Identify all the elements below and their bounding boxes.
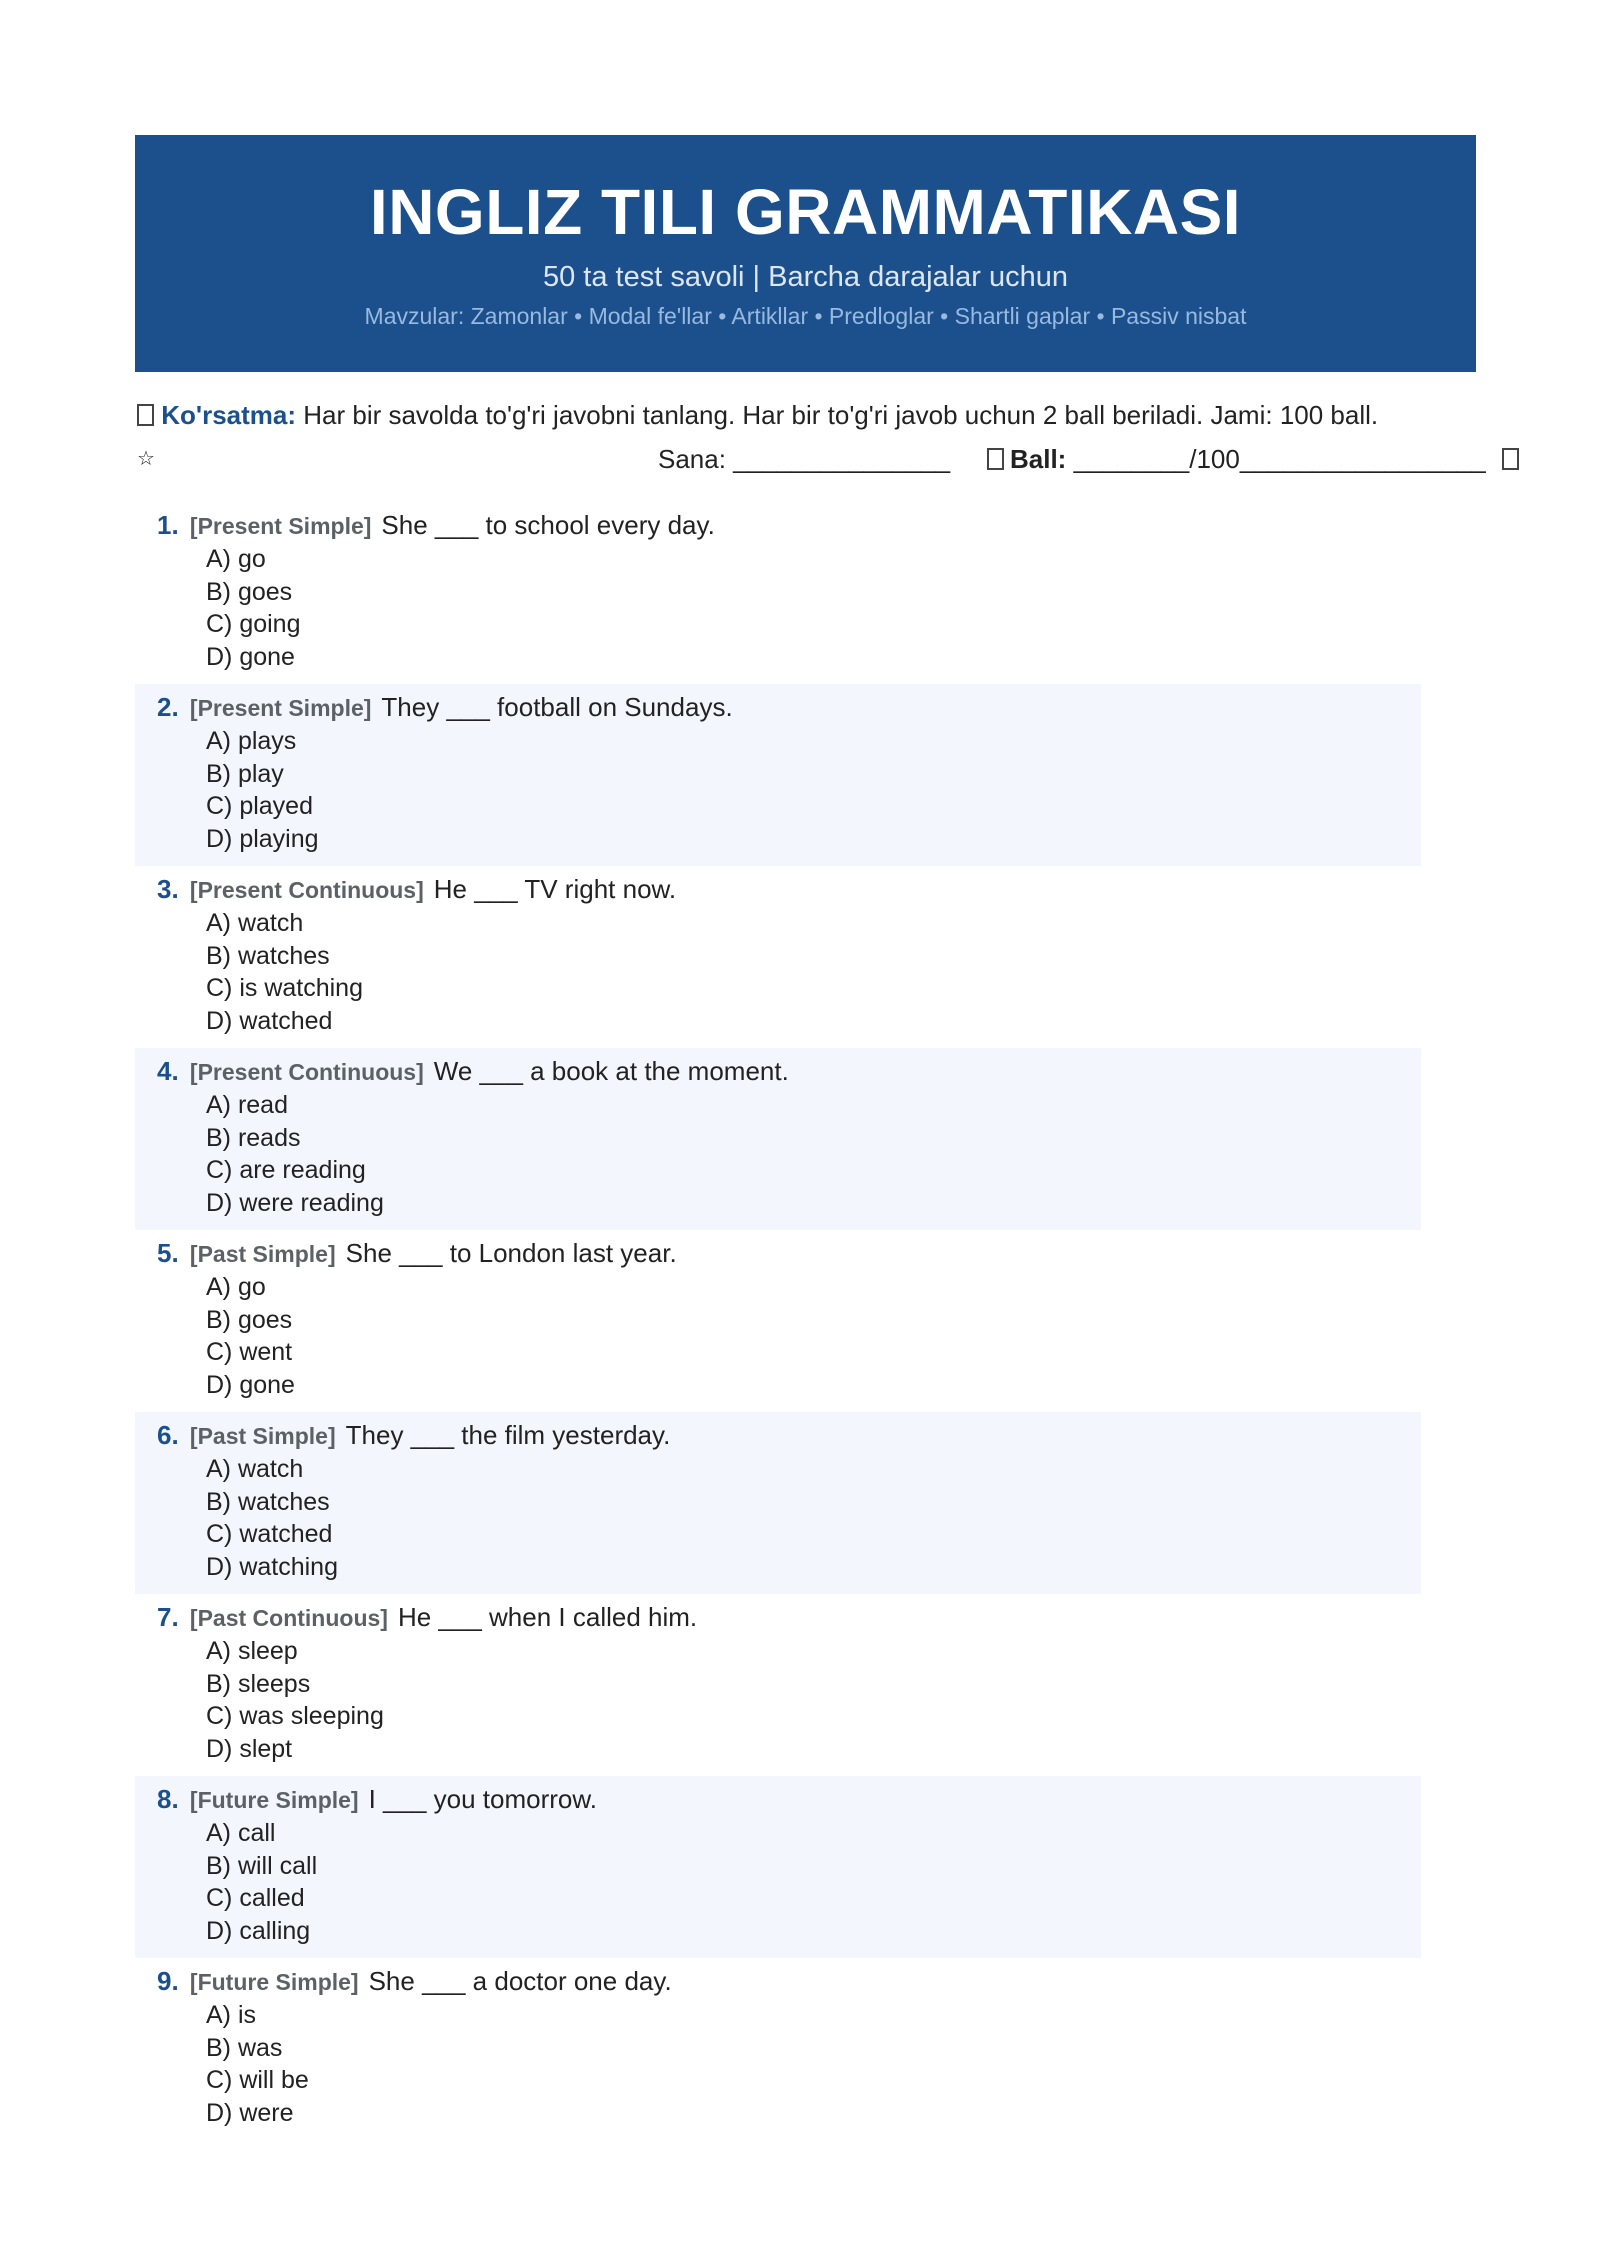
question-number: 3. [157,874,179,904]
option-a[interactable]: A) watch [206,1455,304,1483]
option-a[interactable]: A) read [206,1091,288,1119]
option-d[interactable]: D) calling [206,1916,311,1945]
info-line [0,444,1600,478]
question-text: He ___ TV right now. [433,874,677,904]
question-text: She ___ to school every day. [381,510,715,540]
option-a[interactable]: A) sleep [206,1637,298,1665]
question-category: [Present Continuous] [189,877,424,903]
option-c[interactable]: C) called [206,1884,305,1912]
question-category: [Past Simple] [189,1241,336,1267]
option-c[interactable]: C) went [206,1338,293,1366]
option-b[interactable]: B) sleeps [206,1669,311,1698]
option-b[interactable]: B) reads [206,1123,301,1152]
question-text: He ___ when I called him. [397,1602,698,1632]
question-5 [135,1230,1421,1412]
topics-line: Mavzular: Zamonlar • Modal fe'llar • Artikllar • Predloglar • Shartli gaplar • Passiv nisbat [364,303,1247,329]
option-c[interactable]: C) is watching [206,974,363,1002]
score-field [1010,444,1486,475]
question-9 [135,1958,1421,2140]
option-d[interactable]: D) watched [206,1006,333,1035]
page-subtitle: 50 ta test savoli | Barcha darajalar uchun [542,261,1068,293]
option-d[interactable]: D) were [206,2098,294,2127]
option-list [206,1999,309,2129]
question-number: 4. [157,1056,179,1086]
option-c[interactable]: C) will be [206,2066,309,2094]
question-2 [135,684,1421,866]
question-6 [135,1412,1421,1594]
instruction-label: Ko'rsatma: [161,400,297,430]
question-category: [Present Continuous] [189,1059,424,1085]
question-category: [Present Simple] [189,695,372,721]
option-d[interactable]: D) watching [206,1552,338,1581]
option-b[interactable]: B) goes [206,1305,293,1334]
score-label: Ball: [1010,444,1067,474]
checkbox-icon [1502,448,1519,470]
option-c[interactable]: C) played [206,792,313,820]
option-list [206,1271,295,1401]
option-a[interactable]: A) watch [206,909,304,937]
question-text: I ___ you tomorrow. [368,1784,597,1814]
question-number: 6. [157,1420,179,1450]
question-text: She ___ to London last year. [345,1238,677,1268]
option-a[interactable]: A) plays [206,727,297,755]
star-icon: ☆ [137,448,155,470]
option-d[interactable]: D) playing [206,824,319,853]
checkbox-icon [137,404,154,426]
checkbox-icon [987,448,1004,470]
question-number: 5. [157,1238,179,1268]
option-d[interactable]: D) were reading [206,1188,384,1217]
option-b[interactable]: B) watches [206,1487,330,1516]
question-category: [Past Simple] [189,1423,336,1449]
option-b[interactable]: B) will call [206,1851,318,1880]
question-category: [Future Simple] [189,1787,359,1813]
question-number: 2. [157,692,179,722]
option-a[interactable]: A) go [206,1273,266,1301]
option-d[interactable]: D) gone [206,642,295,671]
option-b[interactable]: B) watches [206,941,330,970]
question-text: We ___ a book at the moment. [433,1056,789,1086]
question-8 [135,1776,1421,1958]
question-number: 1. [157,510,179,540]
question-number: 7. [157,1602,179,1632]
question-4 [135,1048,1421,1230]
question-number: 9. [157,1966,179,1996]
option-d[interactable]: D) slept [206,1734,293,1763]
option-c[interactable]: C) watched [206,1520,333,1548]
option-list [206,543,301,673]
option-d[interactable]: D) gone [206,1370,295,1399]
question-number: 8. [157,1784,179,1814]
option-c[interactable]: C) going [206,610,301,638]
header-banner [135,135,1476,372]
question-1 [135,502,1421,684]
option-a[interactable]: A) is [206,2001,256,2029]
option-a[interactable]: A) go [206,545,266,573]
page-title: INGLIZ TILI GRAMMATIKASI [369,176,1242,248]
option-list [206,1453,338,1583]
question-text: She ___ a doctor one day. [368,1966,672,1996]
option-b[interactable]: B) was [206,2033,283,2062]
question-category: [Past Continuous] [189,1605,388,1631]
option-c[interactable]: C) are reading [206,1156,366,1184]
score-value: ________/100_________________ [1066,444,1486,474]
option-list [206,1089,384,1219]
option-list [206,1817,317,1947]
option-list [206,907,363,1037]
instruction-line [137,400,1378,431]
question-text: They ___ the film yesterday. [345,1420,671,1450]
question-category: [Future Simple] [189,1969,359,1995]
question-3 [135,866,1421,1048]
option-c[interactable]: C) was sleeping [206,1702,384,1730]
question-7 [135,1594,1421,1776]
option-b[interactable]: B) play [206,759,284,788]
date-field: Sana: _______________ [658,444,951,474]
instruction-text: Har bir savolda to'g'ri javobni tanlang. Har bir to'g'ri javob uchun 2 ball beriladi. Jami: 100 ball. [296,400,1379,430]
option-a[interactable]: A) call [206,1819,276,1847]
option-list [206,725,319,855]
option-list [206,1635,384,1765]
question-category: [Present Simple] [189,513,372,539]
option-b[interactable]: B) goes [206,577,293,606]
question-text: They ___ football on Sundays. [381,692,733,722]
